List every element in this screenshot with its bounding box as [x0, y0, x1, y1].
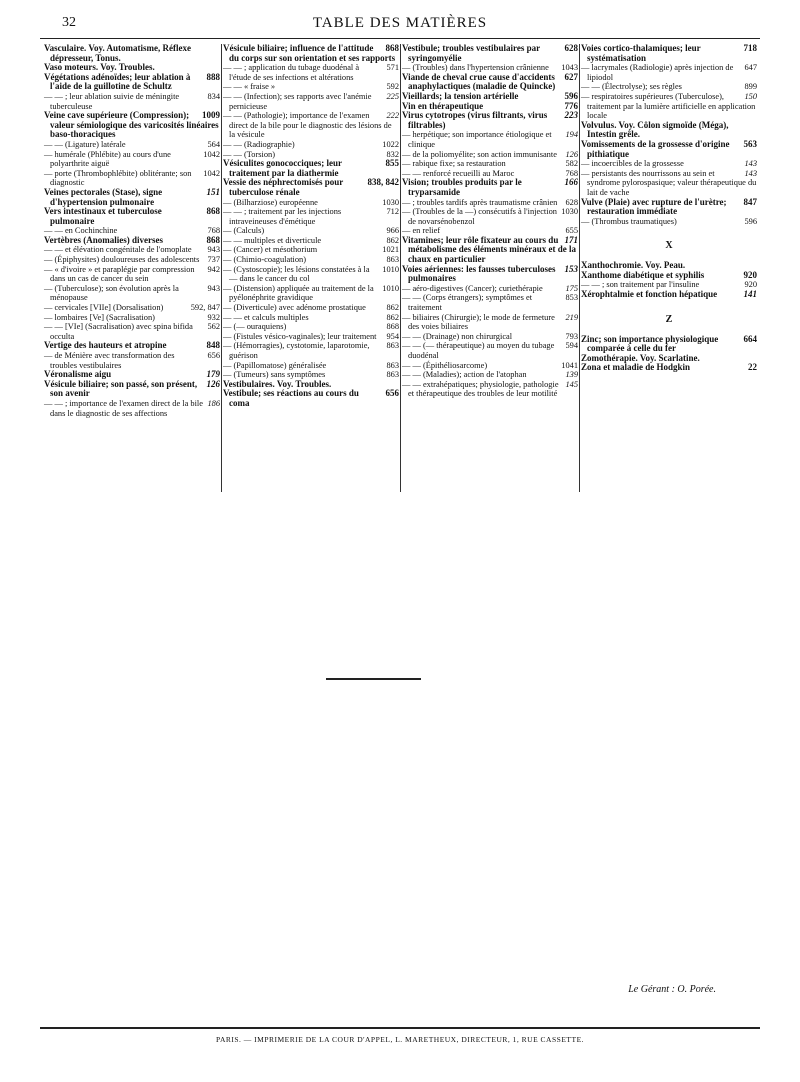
entry-text: — (Hémorragies), cystotomie, laparotomie, guérison — [223, 341, 370, 360]
entry-text: Vitamines; leur rôle fixateur au cours du métabolisme des éléments minéraux et de la chaux en particulier — [402, 234, 576, 265]
index-entry — [44, 399, 220, 418]
index-entry — [223, 332, 399, 342]
index-entry — [581, 44, 757, 63]
entry-text: Voies aériennes: les fausses tuberculoses pulmonaires — [402, 263, 556, 284]
entry-text: — (Cystoscopie); les lésions constatées à la — dans le cancer du col — [223, 264, 370, 284]
index-entry — [44, 44, 220, 63]
entry-page: 838, 842 — [367, 177, 399, 188]
entry-text: Volvulus. Voy. Côlon sigmoïde (Méga), Intestin grêle. — [581, 119, 729, 140]
column-rule — [221, 44, 222, 492]
entry-page: 943 — [207, 245, 220, 255]
entry-page: 776 — [564, 100, 578, 111]
entry-page: 954 — [386, 331, 399, 341]
index-entry — [44, 322, 220, 341]
index-entry — [44, 169, 220, 188]
index-entry — [44, 245, 220, 255]
entry-text: — — (Radiographie) — [223, 139, 295, 149]
index-entry — [402, 236, 578, 265]
index-entry — [223, 255, 399, 265]
entry-text: — ; troubles tardifs après traumatisme crânien — [402, 197, 558, 207]
gerant-signature: Le Gérant : O. Porée. — [628, 984, 716, 995]
entry-text: — — (Corps étrangers); symptômes et traitement — [402, 293, 533, 313]
index-entry — [223, 284, 399, 303]
index-entry — [44, 313, 220, 323]
entry-page: 768 — [565, 168, 578, 178]
entry-page: 582 — [565, 159, 578, 169]
index-entry — [402, 332, 578, 342]
entry-text: Virus cytotropes (virus filtrants, virus filtrables) — [402, 110, 548, 130]
index-entry — [223, 111, 399, 140]
entry-page: 863 — [386, 370, 399, 380]
index-entry — [223, 63, 399, 82]
entry-page: 656 — [207, 351, 220, 360]
entry-text: — lacrymales (Radiologie) après injection de lipiodol — [581, 63, 734, 82]
entry-page: 562 — [207, 322, 220, 332]
entry-text: Viande de cheval crue cause d'accidents anaphylactiques (maladie de Quincke) — [402, 71, 556, 92]
running-title: TABLE DES MATIÈRES — [312, 15, 488, 31]
entry-text: Veines pectorales (Stase), signe d'hypertension pulmonaire — [44, 186, 163, 207]
index-entry — [44, 92, 220, 111]
entry-text: — « d'ivoire » et paraplégie par compression dans un cas de cancer du sein — [44, 264, 195, 284]
index-entry — [223, 140, 399, 150]
entry-page: 942 — [207, 264, 220, 274]
entry-text: — de la poliomyélite; son action immunisante — [402, 149, 557, 159]
top-rule — [40, 38, 760, 39]
entry-text: — — [VIe] (Sacralisation) avec spina bifida occulta — [44, 322, 193, 341]
entry-text: Vomissements de la grossesse d'origine pithiatique — [581, 138, 730, 159]
entry-page: 175 — [565, 283, 578, 293]
entry-page: 664 — [743, 333, 757, 344]
entry-text: Vésicule biliaire; influence de l'attitude du corps sur son orientation et ses rapports — [223, 43, 396, 63]
index-entry — [223, 322, 399, 332]
entry-text: Vertige des hauteurs et atropine — [44, 340, 167, 351]
entry-text: — — (Électrolyse); ses règles — [581, 82, 682, 92]
entry-text: — (Tuberculose); son évolution après la ménopause — [44, 283, 179, 303]
index-entry — [581, 363, 757, 373]
entry-page: 920 — [744, 280, 757, 290]
index-entry — [223, 303, 399, 313]
index-entry — [223, 313, 399, 323]
entry-page: 166 — [564, 177, 578, 188]
index-entry — [581, 271, 757, 281]
index-entry — [223, 245, 399, 255]
entry-text: — — (Épithéliosarcome) — [402, 360, 488, 370]
page-number: 32 — [62, 15, 76, 30]
entry-text: — (Calculs) — [223, 226, 265, 236]
entry-page: 832 — [386, 149, 399, 159]
printer-imprint: PARIS. — IMPRIMERIE DE LA COUR D'APPEL, L. MARETHEUX, DIRECTEUR, 1, RUE CASSETTE. — [215, 1035, 585, 1044]
entry-text: Vestibule; troubles vestibulaires par syringomyélie — [402, 43, 540, 63]
entry-text: — cervicales [VIIe] (Dorsalisation) — [44, 303, 164, 313]
entry-page: 145 — [565, 379, 578, 389]
entry-text: Vertèbres (Anomalies) diverses — [44, 234, 163, 245]
entry-page: 862 — [386, 303, 399, 313]
entry-text: — — (Maladies); action de l'atophan — [402, 370, 527, 380]
entry-page: 219 — [565, 312, 578, 322]
entry-page: 793 — [565, 331, 578, 341]
index-entry — [223, 44, 399, 63]
entry-page: 571 — [386, 63, 399, 73]
entry-page: 628 — [565, 197, 578, 207]
entry-page: 834 — [207, 91, 220, 101]
entry-text: Voies cortico-thalamiques; leur systématisation — [581, 43, 701, 63]
index-entry — [402, 130, 578, 149]
index-entry — [223, 178, 399, 197]
entry-page: 888 — [206, 71, 220, 82]
entry-text: — herpétique; son importance étiologique et clinique — [402, 130, 552, 149]
index-entry — [44, 140, 220, 150]
entry-text: Zinc; son importance physiologique comparée à celle du fer — [581, 333, 719, 354]
entry-text: Vision; troubles produits par le tryparsamide — [402, 177, 522, 197]
entry-page: 899 — [744, 82, 757, 92]
index-column-1 — [44, 44, 220, 492]
entry-text: — — (Ligature) latérale — [44, 139, 126, 149]
entry-text: Zomothérapie. Voy. Scarlatine. — [581, 352, 700, 363]
entry-page: 1042 — [203, 149, 220, 159]
entry-page: 151 — [206, 186, 220, 197]
index-entry — [581, 140, 757, 159]
index-entry — [402, 370, 578, 380]
index-entry — [223, 361, 399, 371]
entry-page: 596 — [744, 216, 757, 226]
entry-text: — en relief — [402, 226, 441, 236]
entry-page: 853 — [565, 293, 578, 303]
entry-page: 848 — [206, 340, 220, 351]
entry-page: 126 — [565, 149, 578, 159]
index-entry — [581, 121, 757, 140]
index-entry — [223, 92, 399, 111]
entry-page: 141 — [743, 289, 757, 300]
entry-page: 1030 — [382, 197, 399, 207]
entry-page: 712 — [386, 207, 399, 217]
index-entry — [402, 178, 578, 197]
entry-text: Vésicule biliaire; son passé, son présent, son avenir — [44, 378, 198, 399]
entry-text: Vin en thérapeutique — [402, 100, 484, 111]
entry-page: 592 — [386, 82, 399, 92]
section-divider — [326, 678, 421, 680]
entry-page: 656 — [385, 388, 399, 399]
entry-text: Vestibule; ses réactions au cours du coma — [223, 388, 359, 408]
entry-page: 1021 — [382, 245, 399, 255]
index-entry — [223, 265, 399, 284]
entry-text: — — multiples et diverticule — [223, 235, 322, 245]
index-entry — [223, 198, 399, 208]
index-entry — [581, 198, 757, 217]
entry-text: Zona et maladie de Hodgkin — [581, 362, 691, 373]
index-column-3 — [402, 44, 578, 492]
entry-page: 186 — [207, 398, 220, 408]
bottom-rule — [40, 1027, 760, 1029]
entry-page: 139 — [565, 370, 578, 380]
index-entry — [402, 207, 578, 226]
index-entry — [402, 293, 578, 312]
entry-text: — — ; application du tubage duodénal à l'étude de ses infections et altérations — [223, 63, 360, 82]
entry-text: — — (Pathologie); importance de l'examen direct de la bile pour le diagnostic des lésions de la vésicule — [223, 111, 392, 140]
entry-text: — de Ménière avec transformation des troubles vestibulaires — [44, 351, 175, 370]
entry-page: 594 — [565, 341, 578, 351]
index-entry — [44, 111, 220, 140]
column-rule — [579, 44, 580, 492]
entry-page: 194 — [565, 130, 578, 140]
entry-text: — (Fistules vésico-vaginales); leur traitement — [223, 331, 377, 341]
entry-page: 920 — [743, 269, 757, 280]
entry-page: 718 — [743, 43, 757, 53]
index-entry — [402, 44, 578, 63]
entry-page: 596 — [564, 90, 578, 101]
entry-text: — respiratoires supérieures (Tuberculose), traitement par la lumière artificielle en application locale — [581, 91, 756, 121]
entry-text: Veine cave supérieure (Compression); valeur sémiologique des varicosités linéaires baso-thoraciques — [44, 110, 219, 140]
entry-text: — (Troubles) dans l'hypertension crânienne — [402, 63, 549, 73]
entry-text: — (Diverticule) avec adénome prostatique — [223, 303, 366, 313]
index-entry — [402, 150, 578, 160]
entry-page: 150 — [744, 91, 757, 101]
entry-page: 222 — [386, 111, 399, 121]
index-entry — [402, 111, 578, 130]
entry-text: — — et élévation congénitale de l'omoplate — [44, 245, 192, 255]
index-entry — [581, 92, 757, 121]
index-entry — [44, 150, 220, 169]
entry-page: 868 — [385, 43, 399, 53]
entry-page: 1010 — [382, 283, 399, 293]
index-entry — [581, 335, 757, 354]
entry-text: — — et calculs multiples — [223, 312, 309, 322]
index-entry — [402, 73, 578, 92]
index-entry — [44, 380, 220, 399]
index-entry — [223, 207, 399, 226]
entry-text: — — (Torsion) — [223, 149, 275, 159]
entry-text: — (Troubles de la —) consécutifs à l'injection de novarsénobenzol — [402, 207, 557, 226]
index-entry — [44, 207, 220, 226]
entry-page: 847 — [743, 196, 757, 207]
entry-text: Vestibulaires. Voy. Troubles. — [223, 378, 332, 389]
entry-page: 943 — [207, 283, 220, 293]
entry-page: 1041 — [561, 360, 578, 370]
entry-text: — (Cancer) et mésothorium — [223, 245, 318, 255]
entry-page: 171 — [564, 234, 578, 245]
entry-text: — (Distension) appliquée au traitement de la pyélonéphrite gravidique — [223, 283, 374, 303]
entry-page: 868 — [386, 322, 399, 332]
entry-text: Vésiculites gonococciques; leur traitement par la diathermie — [223, 158, 342, 178]
index-entry — [223, 159, 399, 178]
index-entry — [44, 351, 220, 370]
index-column-4 — [581, 44, 757, 492]
entry-page: 932 — [207, 312, 220, 322]
index-entry — [402, 380, 578, 399]
column-rule — [400, 44, 401, 492]
index-entry — [581, 159, 757, 169]
index-entry — [581, 82, 757, 92]
entry-text: Xanthome diabétique et syphilis — [581, 269, 705, 280]
index-entry — [44, 255, 220, 265]
entry-page: 863 — [386, 255, 399, 265]
entry-page: 1009 — [202, 110, 220, 121]
entry-text: — — ; importance de l'examen direct de la bile dans le diagnostic de ses affections — [44, 398, 203, 418]
index-entry — [44, 265, 220, 284]
entry-text: — — ; leur ablation suivie de méningite tuberculeuse — [44, 91, 180, 111]
index-entry — [223, 236, 399, 246]
entry-text: Xérophtalmie et fonction hépatique — [581, 289, 718, 300]
entry-text: — — (— thérapeutique) au moyen du tubage duodénal — [402, 341, 555, 360]
entry-page: 143 — [744, 168, 757, 178]
entry-text: — (Bilharziose) européenne — [223, 197, 318, 207]
entry-page: 655 — [565, 226, 578, 236]
entry-page: 1030 — [561, 207, 578, 217]
entry-page: 564 — [207, 139, 220, 149]
entry-page: 855 — [385, 158, 399, 169]
entry-page: 592, 847 — [190, 303, 220, 313]
entry-text: Véronalisme aigu — [44, 369, 112, 380]
entry-text: Vessie des néphrectomisés pour tuberculose rénale — [223, 177, 344, 197]
index-entry — [44, 284, 220, 303]
entry-page: 1043 — [561, 63, 578, 73]
entry-text: — humérale (Phlébite) au cours d'une polyarthrite aiguë — [44, 149, 171, 169]
entry-text: — persistants des nourrissons au sein et syndrome pylorospasique; valeur thérapeutique du lait de vache — [581, 168, 757, 197]
entry-page: 225 — [386, 91, 399, 101]
entry-text: — (Tumeurs) sans symptômes — [223, 370, 326, 380]
index-entry — [44, 236, 220, 246]
entry-text: — — extrahépatiques; physiologie, pathologie et thérapeutique des troubles de leur motilité — [402, 379, 559, 399]
index-entry — [581, 290, 757, 300]
entry-page: 862 — [386, 312, 399, 322]
entry-text: — — (Infection); ses rapports avec l'anémie pernicieuse — [223, 91, 372, 111]
entry-text: — — en Cochinchine — [44, 226, 118, 236]
entry-page: 126 — [206, 378, 220, 389]
entry-text: — (Chimio-coagulation) — [223, 255, 307, 265]
entry-text: — incoercibles de la grossesse — [581, 159, 684, 169]
entry-page: 647 — [744, 63, 757, 73]
entry-text: — (Épiphysites) douloureuses des adolescents — [44, 255, 200, 265]
entry-page: 223 — [564, 110, 578, 121]
entry-text: — porte (Thrombophlébite) oblitérante; son diagnostic — [44, 168, 192, 188]
index-entry — [223, 82, 399, 92]
entry-text: — (— ouraquiens) — [223, 322, 287, 332]
index-entry — [581, 169, 757, 198]
entry-page: 1022 — [382, 139, 399, 149]
entry-page: 1042 — [203, 168, 220, 178]
index-entry — [402, 361, 578, 371]
index-entry — [581, 217, 757, 227]
entry-text: — — renforcé recueilli au Maroc — [402, 168, 515, 178]
index-entry — [581, 63, 757, 82]
entry-text: — rabique fixe; sa restauration — [402, 159, 506, 169]
entry-page: 153 — [564, 263, 578, 274]
index-entry — [402, 159, 578, 169]
entry-text: Xanthochromie. Voy. Peau. — [581, 260, 686, 271]
entry-page: 863 — [386, 360, 399, 370]
index-entry — [223, 389, 399, 408]
index-entry — [44, 73, 220, 92]
entry-text: — aéro-digestives (Cancer); curiethérapie — [402, 283, 543, 293]
section-letter: Z — [665, 313, 673, 325]
entry-text: Vaso moteurs. Voy. Troubles. — [44, 62, 155, 73]
entry-page: 1010 — [382, 264, 399, 274]
entry-text: — lombaires [Ve] (Sacralisation) — [44, 312, 155, 322]
section-letter: X — [665, 240, 673, 252]
entry-text: — (Papillomatose) généralisée — [223, 360, 327, 370]
entry-text: — — (Drainage) non chirurgical — [402, 331, 513, 341]
entry-text: — — ; traitement par les injections intraveineuses d'émétique — [223, 207, 342, 226]
index-entry — [402, 313, 578, 332]
entry-page: 868 — [206, 234, 220, 245]
index-entry — [402, 284, 578, 294]
entry-page: 628 — [564, 43, 578, 53]
entry-page: 563 — [743, 138, 757, 149]
entry-text: — biliaires (Chirurgie); le mode de fermeture des voies biliaires — [402, 312, 555, 332]
entry-page: 22 — [748, 362, 757, 373]
entry-text: Végétations adénoïdes; leur ablation à l'aide de la guillotine de Schultz — [44, 71, 191, 92]
index-entry — [402, 265, 578, 284]
index-entry — [223, 341, 399, 360]
entry-page: 862 — [386, 235, 399, 245]
index-column-2 — [223, 44, 399, 492]
index-entry — [402, 341, 578, 360]
entry-text: Vasculaire. Voy. Automatisme, Réflexe dépresseur, Tonus. — [44, 43, 191, 63]
index-entry — [44, 341, 220, 351]
entry-page: 863 — [386, 341, 399, 351]
entry-page: 737 — [207, 255, 220, 265]
entry-page: 868 — [206, 206, 220, 217]
entry-page: 768 — [207, 226, 220, 236]
entry-text: — (Thrombus traumatiques) — [581, 216, 677, 226]
entry-text: Vieillards; la tension artérielle — [402, 90, 519, 101]
entry-text: — — ; son traitement par l'insuline — [581, 280, 700, 290]
entry-text: Vers intestinaux et tuberculose pulmonaire — [44, 206, 162, 226]
index-entry — [44, 303, 220, 313]
entry-page: 627 — [564, 71, 578, 82]
index-entry — [223, 226, 399, 236]
entry-page: 966 — [386, 226, 399, 236]
entry-text: — — « fraise » — [223, 82, 276, 92]
entry-page: 143 — [744, 159, 757, 169]
index-entry — [402, 198, 578, 208]
entry-text: Vulve (Plaie) avec rupture de l'urètre; restauration immédiate — [581, 196, 727, 217]
index-entry — [44, 188, 220, 207]
entry-page: 179 — [206, 369, 220, 380]
